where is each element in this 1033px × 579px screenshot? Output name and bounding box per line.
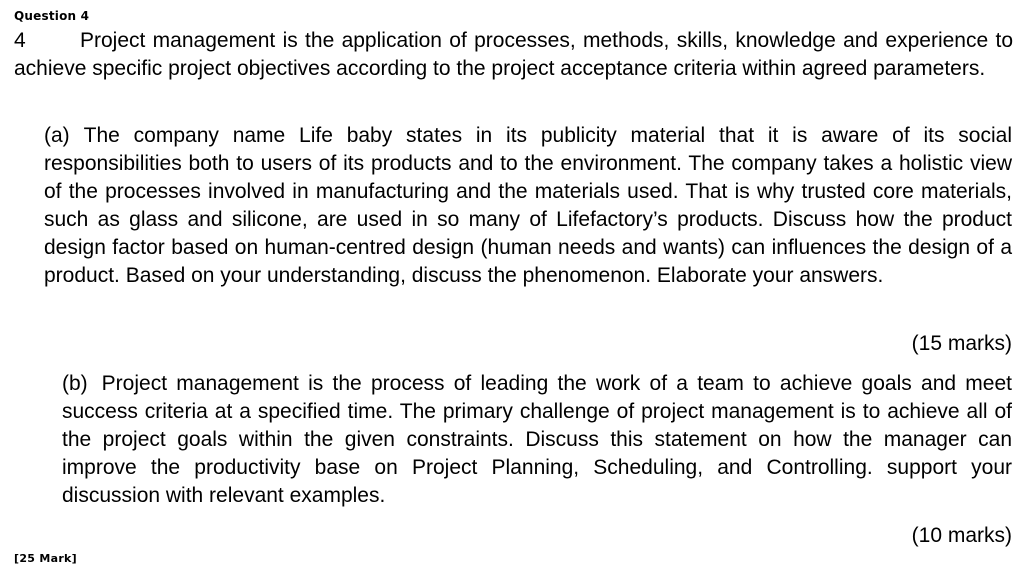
part-b xyxy=(62,370,1012,510)
question-intro xyxy=(14,27,1013,83)
part-a xyxy=(44,122,1012,290)
question-heading: Question 4 xyxy=(14,9,90,23)
part-b-text: Project management is the process of leading the work of a team to achieve goals and meet success criteria at a specified time. The primary challenge of project management is to achieve all of the project goals within the given constraints. Discuss this statement on how the manager can improve the productivity base on Project Planning, Scheduling, and Controlling. support your discussion with relevant examples. xyxy=(62,372,1012,507)
question-number: 4 xyxy=(14,29,26,52)
part-a-label: (a) xyxy=(44,124,70,147)
part-b-label: (b) xyxy=(62,372,88,395)
question-intro-text: Project management is the application of processes, methods, skills, knowledge and experience to achieve specific project objectives according to the project acceptance criteria within agreed parameters. xyxy=(14,29,1013,80)
part-a-marks: (15 marks) xyxy=(911,332,1012,355)
part-b-marks: (10 marks) xyxy=(911,524,1012,547)
part-a-text: The company name Life baby states in its publicity material that it is aware of its social responsibilities both to users of its products and to the environment. The company takes a holistic view of the processes involved in manufacturing and the materials used. That is why trusted core materials, such as glass and silicone, are used in so many of Lifefactory’s products. Discuss how the product design factor based on human-centred design (human needs and wants) can influences the design of a product. Based on your understanding, discuss the phenomenon. Elaborate your answers. xyxy=(44,124,1012,287)
total-marks: [25 Mark] xyxy=(14,552,78,565)
